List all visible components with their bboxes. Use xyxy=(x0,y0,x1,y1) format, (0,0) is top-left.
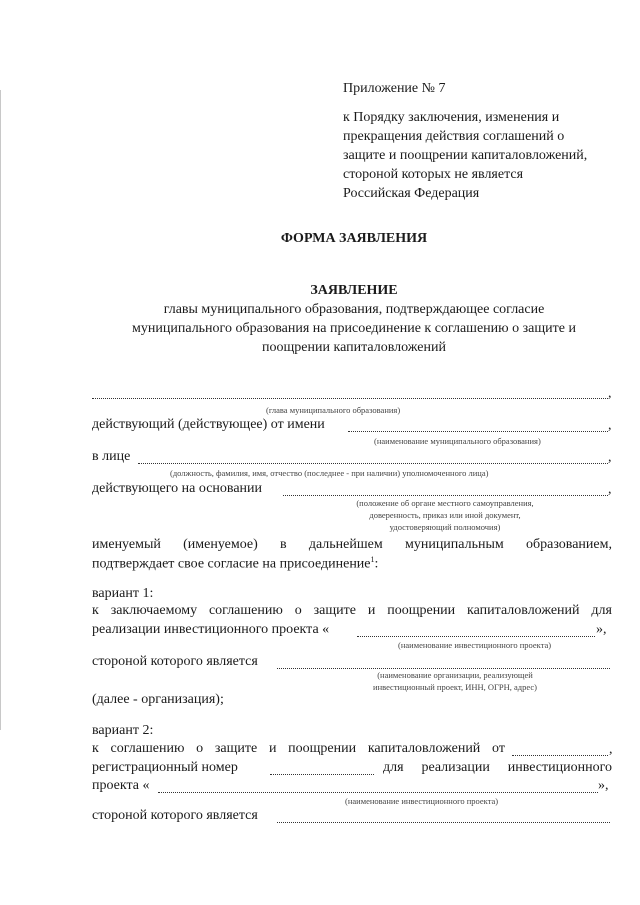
variant1-line2-suffix: », xyxy=(596,622,607,637)
appendix-line-1: к Порядку заключения, изменения и xyxy=(343,110,560,125)
person-field-line xyxy=(138,463,608,464)
basis-label: действующего на основании xyxy=(92,481,263,496)
named-word: именуемый xyxy=(92,537,161,552)
variant1-title: вариант 1: xyxy=(92,586,154,601)
variant2-reg-words xyxy=(383,760,612,776)
acting-field-hint: (наименование муниципального образования) xyxy=(374,436,541,446)
variant1-line2-prefix: реализации инвестиционного проекта « xyxy=(92,622,330,637)
v2-word: к xyxy=(92,741,99,756)
variant2-project-hint: (наименование инвестиционного проекта) xyxy=(345,796,499,806)
acting-field-line xyxy=(348,431,608,432)
named-word: (именуемое) xyxy=(183,537,258,552)
v2-word: поощрении xyxy=(288,741,357,756)
confirms-line xyxy=(92,555,378,573)
acting-label: действующий (действующее) от имени xyxy=(92,417,325,432)
confirms-end: : xyxy=(374,556,379,572)
v2-word: от xyxy=(492,741,505,756)
appendix-title: Приложение № 7 xyxy=(343,81,446,96)
variant2-reg-label: регистрационный номер xyxy=(92,760,238,775)
head-field-comma: , xyxy=(608,386,612,401)
variant1-party-hint-1: (наименование организации, реализующей xyxy=(377,670,533,680)
named-word: дальнейшем xyxy=(308,537,383,552)
variant2-project-suffix: », xyxy=(598,778,609,793)
form-title: ФОРМА ЗАЯВЛЕНИЯ xyxy=(280,231,428,246)
variant2-title: вариант 2: xyxy=(92,723,154,738)
variant2-line1 xyxy=(92,741,505,757)
variant1-line1 xyxy=(92,603,612,619)
named-word: в xyxy=(279,537,287,552)
basis-field-comma: , xyxy=(608,482,612,497)
variant1-party-label: стороной которого является xyxy=(92,654,258,669)
statement-title: ЗАЯВЛЕНИЕ xyxy=(310,283,398,298)
variant2-date-line xyxy=(512,755,608,756)
page-edge xyxy=(0,90,1,730)
basis-hint-2: доверенность, приказ или иной документ, xyxy=(369,510,521,520)
basis-hint-3: удостоверяющий полномочия) xyxy=(389,522,501,532)
v2-word: защите xyxy=(214,741,258,756)
statement-subtitle-3: поощрении капиталовложений xyxy=(262,340,446,355)
v2-word: и xyxy=(268,741,277,756)
v1-word: поощрении xyxy=(387,603,456,618)
v2-reg-word: для xyxy=(383,760,404,775)
variant2-reg-line xyxy=(270,774,374,775)
v1-word: защите xyxy=(313,603,356,618)
acting-field-comma: , xyxy=(608,418,612,433)
statement-subtitle-2: муниципального образования на присоединение к соглашению о защите и xyxy=(132,321,576,336)
appendix-line-4: стороной которых не является xyxy=(343,167,524,182)
appendix-line-3: защите и поощрении капиталовложений, xyxy=(343,148,588,163)
appendix-line-2: прекращения действия соглашений о xyxy=(343,129,565,144)
variant1-project-line xyxy=(357,636,595,637)
named-word: муниципальным xyxy=(404,537,504,552)
v2-reg-word: инвестиционного xyxy=(507,760,612,775)
statement-subtitle-1: главы муниципального образования, подтверждающее согласие xyxy=(163,302,545,317)
head-field-hint: (глава муниципального образования) xyxy=(266,405,401,415)
variant1-project-hint: (наименование инвестиционного проекта) xyxy=(398,640,552,650)
variant1-party-line xyxy=(277,668,610,669)
v1-word: о xyxy=(294,603,302,618)
v1-word: и xyxy=(367,603,376,618)
v1-word: соглашению xyxy=(208,603,283,618)
v2-reg-word: реализации xyxy=(421,760,490,775)
named-word: образованием, xyxy=(526,537,612,552)
v1-word: для xyxy=(591,603,612,618)
v1-word: к xyxy=(92,603,99,618)
named-line xyxy=(92,537,612,553)
basis-hint-1: (положение об органе местного самоуправления, xyxy=(356,498,534,508)
v2-word: капиталовложений xyxy=(367,741,481,756)
appendix-line-5: Российская Федерация xyxy=(343,186,480,201)
v1-word: капиталовложений xyxy=(467,603,580,618)
v2-word: соглашению xyxy=(110,741,185,756)
confirms-text: подтверждает свое согласие на присоединение xyxy=(92,556,371,572)
basis-field-line xyxy=(283,495,608,496)
variant2-line1-end: , xyxy=(609,742,613,757)
head-field-line xyxy=(92,398,608,399)
person-label: в лице xyxy=(92,449,131,464)
v2-word: о xyxy=(196,741,204,756)
person-field-comma: , xyxy=(608,450,612,465)
variant2-party-label: стороной которого является xyxy=(92,808,258,823)
footnote-mark: 1 xyxy=(370,555,375,564)
v1-word: заключаемому xyxy=(110,603,198,618)
variant2-project-line xyxy=(158,792,598,793)
variant2-party-line xyxy=(277,822,610,823)
variant1-after: (далее - организация); xyxy=(92,692,224,707)
person-field-hint: (должность, фамилия, имя, отчество (последнее - при наличии) уполномоченного лица) xyxy=(170,468,489,478)
variant2-project-prefix: проекта « xyxy=(92,778,150,793)
variant1-party-hint-2: инвестиционный проект, ИНН, ОГРН, адрес) xyxy=(373,682,537,692)
